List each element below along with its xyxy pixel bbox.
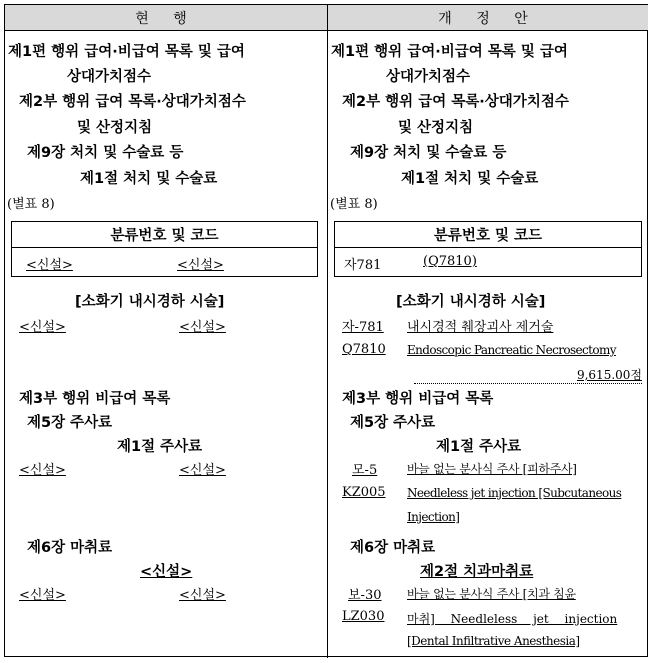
inj-code: 모-5 — [352, 463, 378, 478]
endo-kcode: Q7810 — [342, 342, 386, 357]
code-box-new2: <신설> — [177, 258, 224, 273]
section2-dental: 제2절 치과마취료 — [420, 564, 534, 580]
inj-name: 바늘 없는 분사식 주사 [피하주사] — [407, 462, 577, 476]
annex-label: (별표 8) — [7, 197, 55, 212]
chapter5: 제5장 주사료 — [350, 415, 436, 431]
current-column — [5, 31, 327, 657]
anes-line3: [Dental Infiltrative Anesthesia] — [407, 634, 580, 648]
endo-new2: <신설> — [179, 320, 226, 335]
section1: 제1절 처치 및 수술료 — [401, 171, 539, 187]
code-box-code1: 자781 — [344, 258, 382, 273]
header-current: 현 행 — [5, 5, 327, 31]
revised-column — [328, 31, 648, 657]
endo-english: Endoscopic Pancreatic Necrosectomy — [407, 343, 616, 357]
anes-line2: 마취] Needleless jet injection — [407, 612, 618, 626]
inj-english2: Injection] — [407, 510, 460, 524]
section1: 제1절 처치 및 수술료 — [80, 171, 218, 187]
endo-title: [소화기 내시경하 시술] — [396, 294, 546, 310]
chapter6-new: <신설> — [140, 564, 193, 580]
code-box — [11, 221, 318, 277]
chapter6: 제6장 마취료 — [350, 540, 436, 556]
endo-title: [소화기 내시경하 시술] — [75, 294, 225, 310]
part3: 제3부 행위 비급여 목록 — [342, 391, 494, 407]
chapter9: 제9장 처치 및 수술료 등 — [350, 145, 507, 161]
code-box-code2: (Q7810) — [423, 254, 477, 269]
part2-line1: 제2부 행위 급여 목록·상대가치점수 — [342, 94, 569, 110]
header-revised: 개 정 안 — [328, 5, 648, 31]
annex-label: (별표 8) — [330, 197, 378, 212]
inj-kcode: KZ005 — [342, 485, 386, 500]
anes-kcode: LZ030 — [342, 609, 385, 624]
code-box — [334, 221, 642, 277]
comparison-table — [4, 4, 648, 657]
endo-points: 9,615.00점 — [414, 366, 642, 384]
anes-new2: <신설> — [179, 588, 226, 603]
anes-new1: <신설> — [19, 588, 66, 603]
code-box-header: 분류번호 및 코드 — [335, 222, 641, 248]
endo-new1: <신설> — [19, 320, 66, 335]
inj-new2: <신설> — [179, 463, 226, 478]
endo-code: 자-781 — [342, 320, 384, 335]
inj-english1: Needleless jet injection [Subcutaneous — [407, 486, 622, 500]
code-box-header: 분류번호 및 코드 — [12, 222, 317, 248]
chapter6: 제6장 마취료 — [27, 540, 113, 556]
title-line2: 상대가치점수 — [386, 69, 471, 85]
part3: 제3부 행위 비급여 목록 — [19, 391, 171, 407]
title-line1: 제1편 행위 급여·비급여 목록 및 급여 — [8, 44, 245, 60]
title-line2: 상대가치점수 — [67, 69, 152, 85]
anes-name: 바늘 없는 분사식 주사 [치과 침윤 — [407, 587, 576, 601]
code-box-new1: <신설> — [26, 258, 73, 273]
inj-new1: <신설> — [19, 463, 66, 478]
anes-code: 보-30 — [348, 588, 382, 603]
part2-line1: 제2부 행위 급여 목록·상대가치점수 — [19, 94, 246, 110]
chapter5: 제5장 주사료 — [27, 415, 113, 431]
section1-injection: 제1절 주사료 — [117, 439, 203, 455]
section1-injection: 제1절 주사료 — [436, 439, 522, 455]
part2-line2: 및 산정지침 — [398, 120, 474, 136]
chapter9: 제9장 처치 및 수술료 등 — [27, 145, 184, 161]
part2-line2: 및 산정지침 — [77, 120, 153, 136]
title-line1: 제1편 행위 급여·비급여 목록 및 급여 — [331, 44, 568, 60]
endo-name: 내시경적 췌장괴사 제거술 — [407, 320, 554, 335]
